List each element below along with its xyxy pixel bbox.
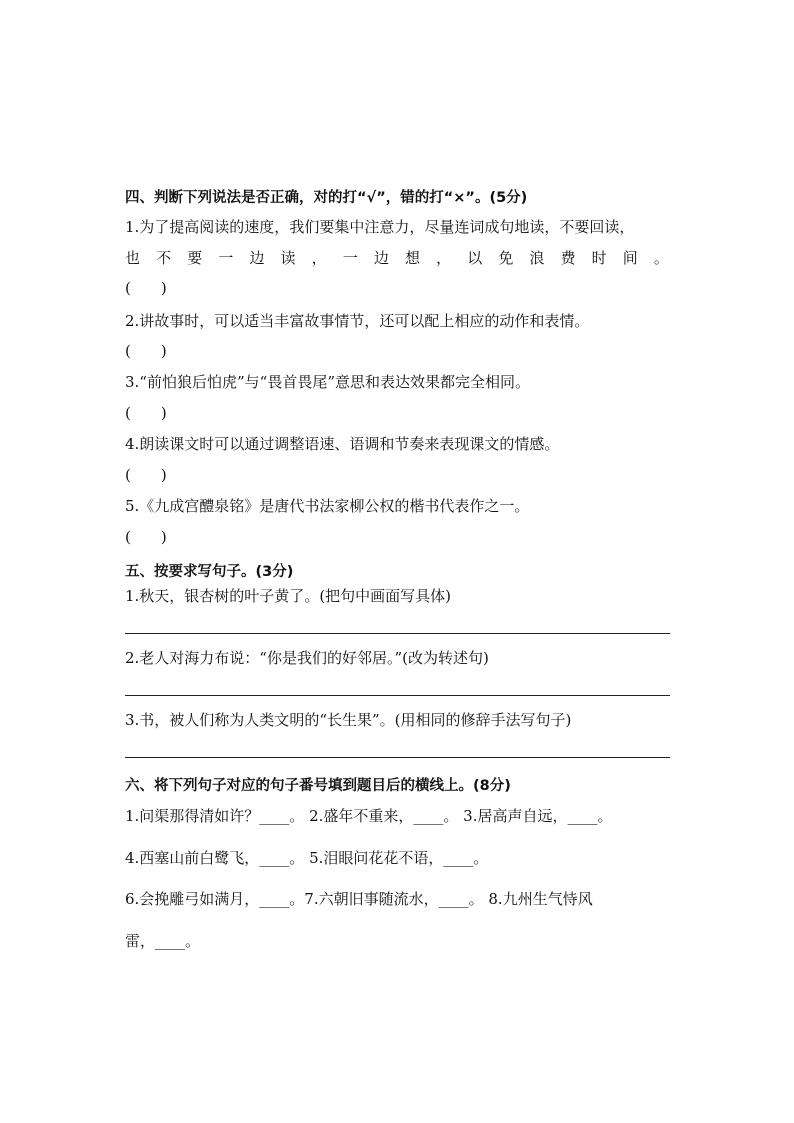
spread-char: 一 — [342, 249, 358, 267]
spread-char: 也 — [125, 249, 141, 267]
question-5-3: 3.书，被人们称为人类文明的“长生果”。(用相同的修辞手法写句子) — [125, 711, 572, 729]
spread-char: 浪 — [529, 249, 545, 267]
answer-line-5-1[interactable] — [125, 633, 670, 634]
question-5-1: 1.秋天，银杏树的叶子黄了。(把句中画面写具体) — [125, 587, 452, 605]
answer-blank-4-2[interactable]: ( ) — [125, 342, 167, 360]
spread-char: 要 — [187, 249, 203, 267]
poem-fill-line-2[interactable]: 4.西塞山前白鹭飞，____。 5.泪眼问花花不语，____。 — [125, 849, 489, 867]
question-4-1-line-2 — [125, 248, 669, 268]
spread-char: 想 — [404, 249, 420, 267]
question-4-5: 5.《九成宫醴泉铭》是唐代书法家柳公权的楷书代表作之一。 — [125, 497, 530, 515]
question-4-4: 4.朗读课文时可以通过调整语速、语调和节奏来表现课文的情感。 — [125, 435, 560, 453]
spread-char: 边 — [373, 249, 389, 267]
spread-char: 边 — [249, 249, 265, 267]
question-4-3: 3.“前怕狼后怕虎”与“畏首畏尾”意思和表达效果都完全相同。 — [125, 373, 530, 391]
answer-line-5-2[interactable] — [125, 695, 670, 696]
answer-blank-4-5[interactable]: ( ) — [125, 528, 167, 546]
poem-fill-line-3[interactable]: 6.会挽雕弓如满月，____。7.六朝旧事随流水，____。 8.九州生气恃风 — [125, 890, 593, 908]
spread-char: 不 — [156, 249, 172, 267]
spread-char: 一 — [218, 249, 234, 267]
section-6-heading: 六、将下列句子对应的句子番号填到题目后的横线上。(8分) — [125, 778, 511, 794]
spread-char: 。 — [653, 249, 669, 267]
spread-char: 间 — [622, 249, 638, 267]
section-4-heading: 四、判断下列说法是否正确，对的打“√”，错的打“×”。(5分) — [125, 190, 528, 206]
question-4-1-line-1: 1.为了提高阅读的速度，我们要集中注意力，尽量连词成句地读，不要回读， — [125, 218, 635, 236]
spread-char: ， — [436, 249, 452, 267]
answer-blank-4-3[interactable]: ( ) — [125, 404, 167, 422]
poem-fill-line-4[interactable]: 雷，____。 — [125, 932, 201, 950]
spread-char: 以 — [467, 249, 483, 267]
spread-char: 费 — [560, 249, 576, 267]
poem-fill-line-1[interactable]: 1.问渠那得清如许？____。 2.盛年不重来，____。 3.居高声自远，____。 — [125, 807, 613, 825]
spread-char: 时 — [591, 249, 607, 267]
answer-blank-4-4[interactable]: ( ) — [125, 466, 167, 484]
answer-blank-4-1[interactable]: ( ) — [125, 279, 167, 297]
question-4-2: 2.讲故事时，可以适当丰富故事情节，还可以配上相应的动作和表情。 — [125, 312, 590, 330]
question-5-2: 2.老人对海力布说：“你是我们的好邻居。”(改为转述句) — [125, 649, 489, 667]
spread-char: 免 — [498, 249, 514, 267]
answer-line-5-3[interactable] — [125, 757, 670, 758]
spread-char: 读 — [280, 249, 296, 267]
section-5-heading: 五、按要求写句子。(3分) — [125, 564, 294, 580]
spread-char: ， — [311, 249, 327, 267]
